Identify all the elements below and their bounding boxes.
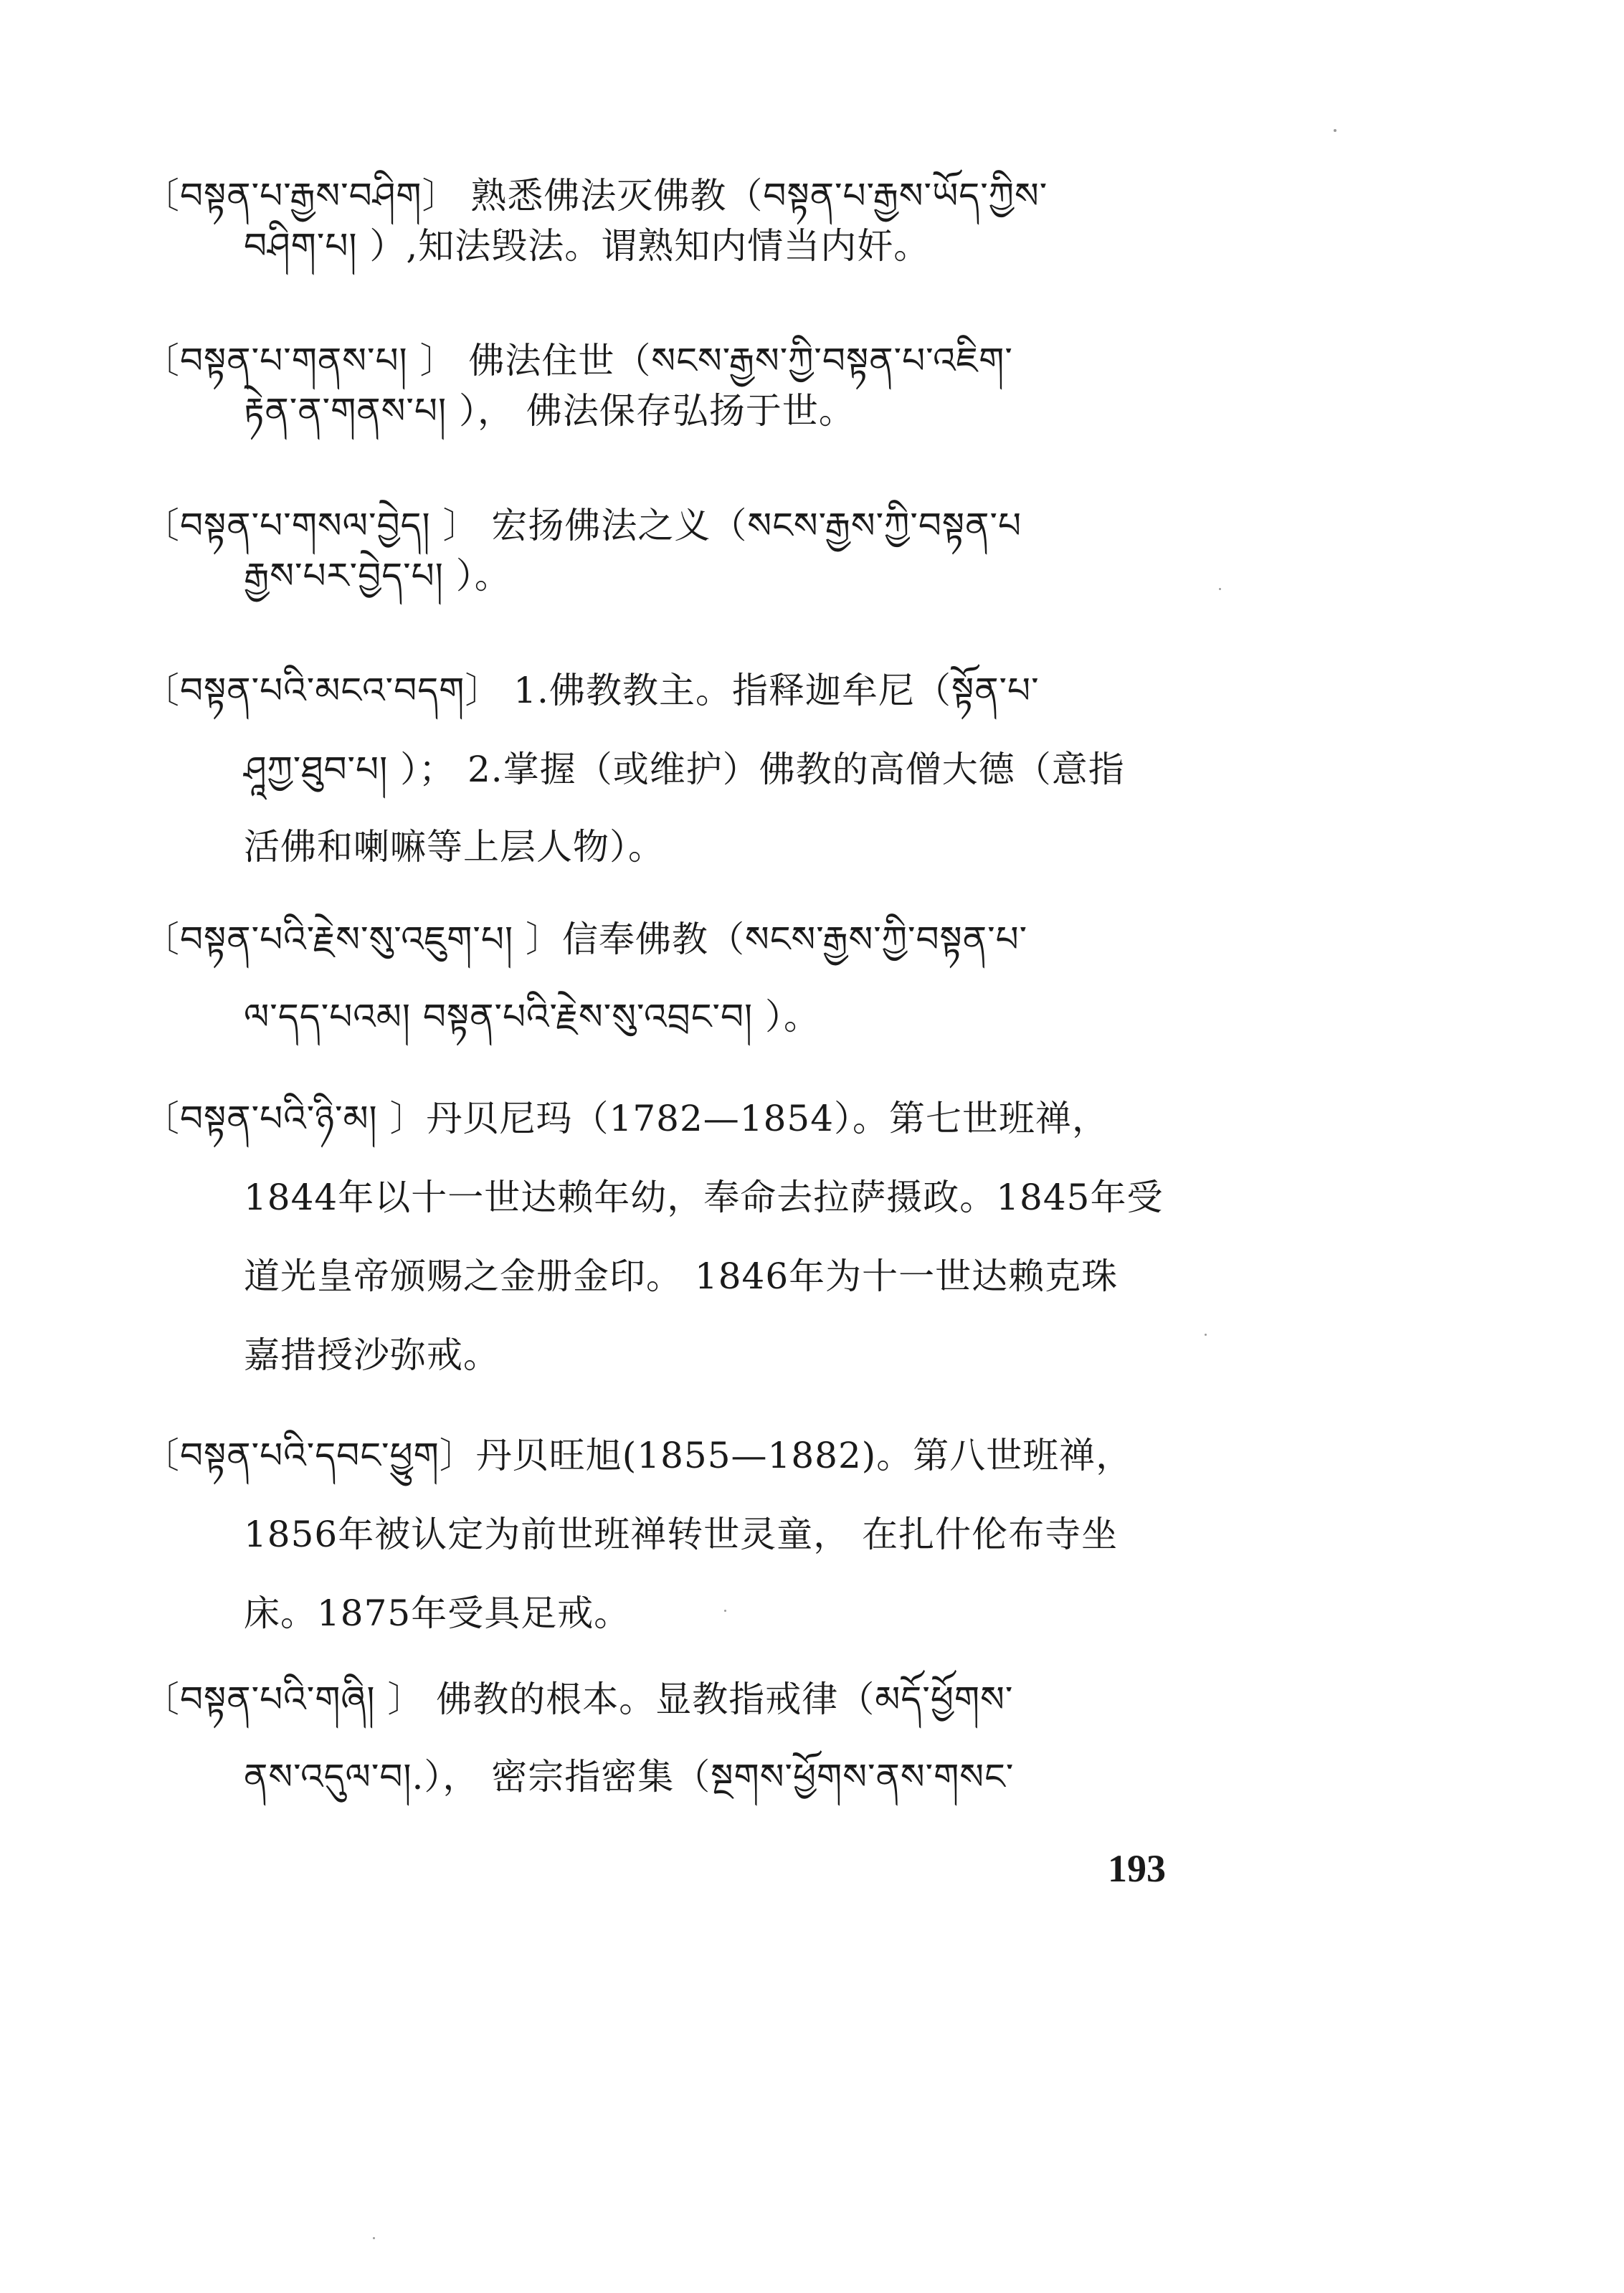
scan-speck [1219, 588, 1221, 590]
entry-line: ལ་དད་པའམ། བསྟན་པའི་རྗེས་སུ་འབྲང་བ། ）。 [244, 996, 820, 1038]
entry-2 [143, 336, 1240, 436]
entry-line: 〔བསྟན་པ་གསལ་བྱེད། 〕 宏扬佛法之义（སངས་རྒྱས་ཀྱི་བསྟན་པ [143, 505, 1022, 546]
entry-line: 〔བསྟན་པའི་ཉི་མ། 〕丹贝尼玛（1782—1854）。第七世班禅， [143, 1098, 1109, 1139]
page-number: 193 [1108, 1847, 1166, 1890]
entry-line: རྟེན་ན་གནས་པ། ）， 佛法保存弘扬于世。 [244, 390, 855, 432]
scan-speck [724, 1610, 726, 1612]
entry-line: 〔བསྟན་པའི་དབང་ཕྱུག〕丹贝旺旭(1855—1882)。第八世班禅， [143, 1435, 1133, 1476]
entry-line: 〔བསྟན་པའི་གཞི། 〕 佛教的根本。显教指戒律（མདོ་ཕྱོགས་ [143, 1679, 1014, 1720]
entry-line: ཤཱཀྱ་ཐུབ་པ། ）； 2.掌握（或维护）佛教的高僧大德（意指 [244, 749, 1125, 790]
entry-line: ནས་འདུལ་བ།.）， 密宗指密集（སྔགས་ཕྱོགས་ནས་གསང་ [244, 1756, 1015, 1798]
entry-5 [143, 914, 1240, 1042]
entry-3 [143, 500, 1240, 601]
entry-line: བཤིག་པ། ）,知法毁法。谓熟知内情当内奸。 [244, 225, 931, 267]
entry-line: 〔བསྟན་པའི་མངའ་བདག〕 1.佛教教主。指释迦牟尼（སྟོན་པ་ [143, 670, 1040, 711]
entry-4 [143, 665, 1240, 872]
scan-speck [373, 2237, 375, 2239]
entry-line: 床。1875年受具足戒。 [244, 1592, 631, 1634]
entry-line: རྒྱས་པར་བྱེད་པ། ）。 [244, 555, 511, 597]
entry-line: 道光皇帝颁赐之金册金印。 1846年为十一世达赖克珠 [244, 1255, 1119, 1297]
entry-line: 活佛和喇嘛等上层人物）。 [244, 826, 665, 868]
entry-line: 1856年被认定为前世班禅转世灵童， 在扎什伦布寺坐 [244, 1514, 1119, 1555]
entry-1 [143, 171, 1240, 271]
entry-8 [143, 1674, 1240, 1802]
entry-line: 〔བསྟན་པ་རྒྱས་བཤིག〕 熟悉佛法灭佛教（བསྟན་པ་རྒྱས་ཡོད་ཀྱིས་ [143, 175, 1048, 217]
entry-line: 〔བསྟན་པ་གནས་པ། 〕 佛法住世（སངས་རྒྱས་ཀྱི་བསྟན་པ་འཇིག་ [143, 340, 1013, 381]
scan-speck [1334, 129, 1336, 132]
entry-line: 〔བསྟན་པའི་རྗེས་སུ་འཇུག་པ། 〕信奉佛教（སངས་རྒྱས་ཀྱི་བསྟན་པ་ [143, 918, 1028, 960]
entry-6 [143, 1093, 1240, 1380]
scan-speck [1205, 1334, 1207, 1336]
entry-7 [143, 1430, 1240, 1638]
entry-line: 嘉措授沙弥戒。 [244, 1334, 500, 1376]
entry-line: 1844年以十一世达赖年幼，奉命去拉萨摄政。1845年受 [244, 1177, 1164, 1218]
